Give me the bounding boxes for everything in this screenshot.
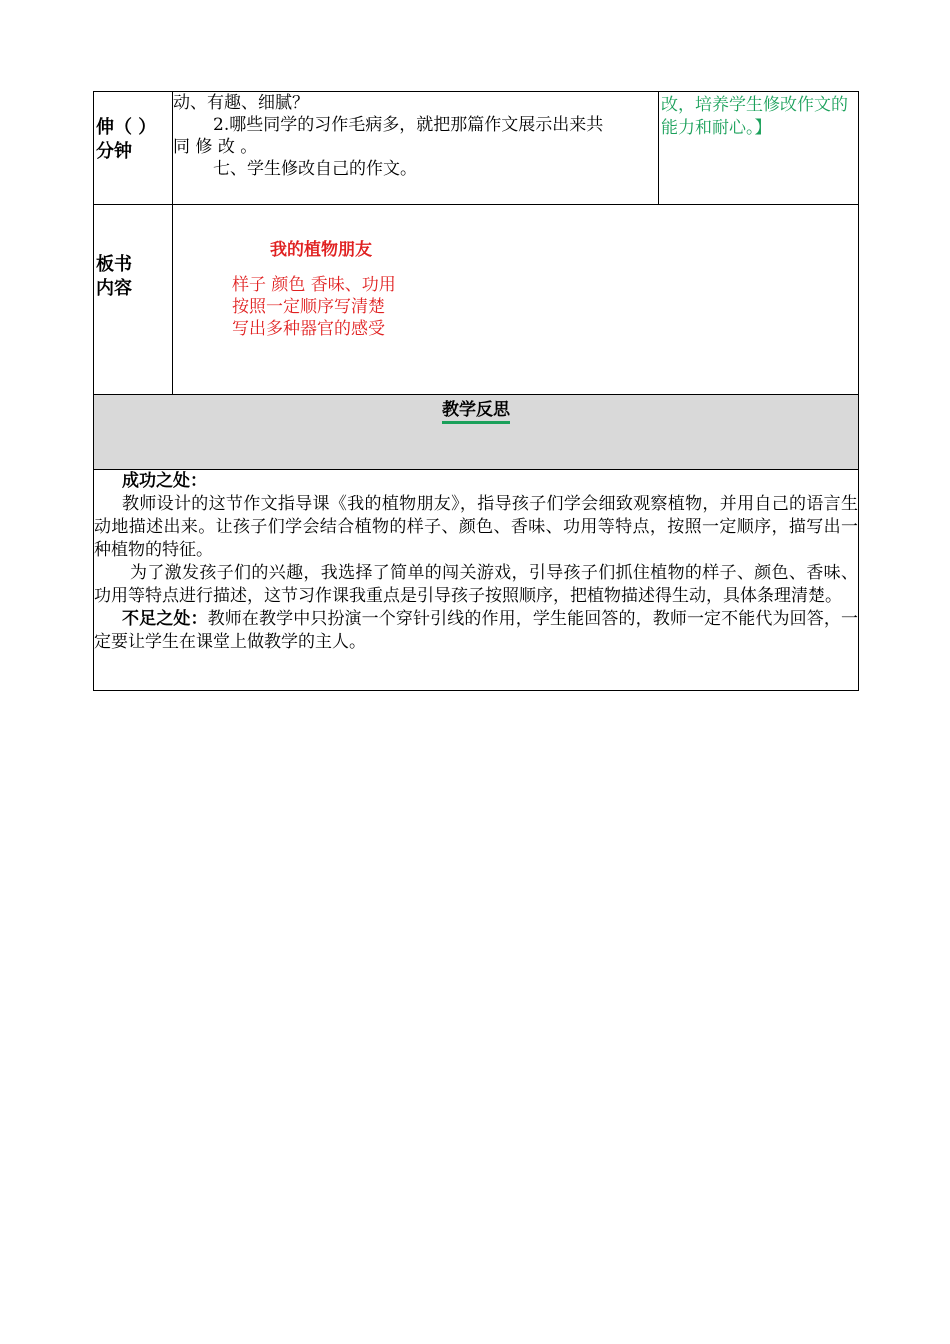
reflection-header bbox=[94, 395, 859, 470]
board-lines bbox=[232, 274, 858, 340]
success-paragraph-1: 教师设计的这节作文指导课《我的植物朋友》，指导孩子们学会细致观察植物，并用自己的语言生动地描述出来。让孩子们学会结合植物的样子、颜色、香味、功用等特点，按照一定顺序，描写出一种植物的特征。 bbox=[94, 494, 858, 560]
time-label-line1: 伸（ ） bbox=[96, 117, 157, 138]
shortcoming-paragraph bbox=[94, 608, 858, 654]
board-label bbox=[94, 205, 173, 395]
board-line: 样子 颜色 香味、功用 bbox=[232, 275, 396, 295]
shortcoming-label: 不足之处： bbox=[122, 609, 208, 629]
time-label bbox=[94, 92, 173, 205]
board-label-line2: 内容 bbox=[96, 278, 132, 299]
content-line: 2.哪些同学的习作毛病多，就把那篇作文展示出来共 bbox=[213, 115, 604, 135]
spread-char: 。 bbox=[240, 137, 258, 157]
success-heading bbox=[94, 470, 858, 493]
shortcoming-text: 教师在教学中只扮演一个穿针引线的作用，学生能回答的，教师一定不能代为回答，一定要让学生在课堂上做教学的主人。 bbox=[94, 609, 859, 652]
reflection-body-row bbox=[94, 470, 859, 691]
time-label-line2: 分钟 bbox=[96, 141, 132, 162]
design-intent-note: 改，培养学生修改作文的能力和耐心。】 bbox=[659, 92, 859, 205]
board-content bbox=[173, 205, 859, 395]
content-line: 七、学生修改自己的作文。 bbox=[213, 159, 417, 179]
content-line: 动、有趣、细腻？ bbox=[173, 93, 309, 113]
reflection-header-row bbox=[94, 395, 859, 470]
spread-char: 改 bbox=[217, 137, 235, 157]
spread-char: 同 bbox=[173, 137, 190, 157]
board-label-line1: 板书 bbox=[96, 254, 132, 275]
board-row bbox=[94, 205, 859, 395]
board-line: 按照一定顺序写清楚 bbox=[232, 297, 385, 317]
reflection-title: 教学反思 bbox=[442, 400, 510, 424]
reflection-body bbox=[94, 470, 859, 691]
time-row bbox=[94, 92, 859, 205]
time-content bbox=[173, 92, 659, 205]
content-line-spread bbox=[173, 136, 658, 158]
success-paragraph-2: 为了激发孩子们的兴趣，我选择了简单的闯关游戏，引导孩子们抓住植物的样子、颜色、香味、功用等特点进行描述，这节习作课我重点是引导孩子按照顺序，把植物描述得生动，具体条理清楚。 bbox=[94, 563, 858, 606]
lesson-plan-table bbox=[93, 91, 859, 691]
spread-char: 修 bbox=[195, 137, 213, 157]
board-title: 我的植物朋友 bbox=[270, 240, 372, 260]
board-line: 写出多种器官的感受 bbox=[232, 319, 385, 339]
success-label: 成功之处： bbox=[122, 471, 207, 491]
